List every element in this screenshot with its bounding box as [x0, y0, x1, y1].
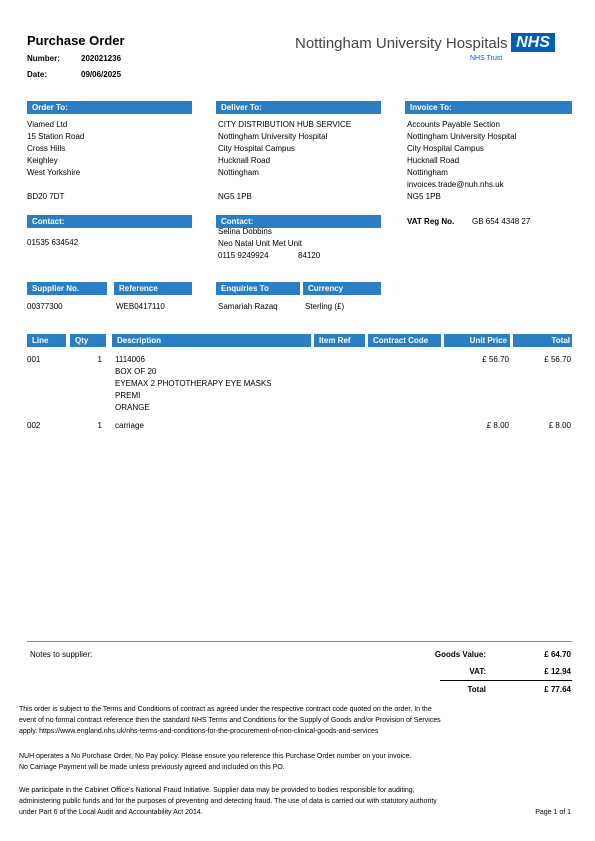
- fraud-line: administering public funds and for the purposes of preventing and detecting fraud. The use of data is carried out with statutory authority: [19, 798, 437, 805]
- reference-value: WEB0417110: [116, 302, 165, 311]
- order-contact-header: Contact:: [27, 215, 192, 228]
- deliver-to-line: City Hospital Campus: [218, 144, 295, 153]
- deliver-to-line: Nottingham: [218, 168, 259, 177]
- policy-line: No Carriage Payment will be made unless previously agreed and included on this PO.: [19, 764, 285, 771]
- total-label: Total: [467, 685, 486, 694]
- invoice-to-address: [407, 119, 572, 203]
- invoice-to-line: Hucknall Road: [407, 156, 460, 165]
- row1-desc-line: 1114006: [115, 355, 145, 364]
- row1-description: [115, 354, 272, 414]
- row1-desc-line: PREMI: [115, 391, 141, 400]
- row1-qty: 1: [97, 355, 102, 364]
- totals-divider: [27, 641, 572, 642]
- total-value: £ 77.64: [544, 685, 571, 694]
- deliver-contact-unit: Neo Natal Unit Met Unit: [218, 239, 303, 248]
- date-label: Date:: [27, 70, 48, 79]
- order-to-line: [27, 179, 197, 191]
- order-contact-phone: 01535 634542: [27, 238, 79, 247]
- invoice-to-line: invoices.trade@nuh.nhs.uk: [407, 180, 504, 189]
- supplier-no-header: Supplier No.: [27, 282, 107, 295]
- row1-desc-line: ORANGE: [115, 403, 150, 412]
- deliver-to-line: CITY DISTRIBUTION HUB SERVICE: [218, 120, 352, 129]
- invoice-to-line: City Hospital Campus: [407, 144, 484, 153]
- row1-line: 001: [27, 355, 41, 364]
- col-unit-price-header: Unit Price: [444, 334, 510, 347]
- fraud-line: under Part 6 of the Local Audit and Accountability Act 2014.: [19, 809, 203, 816]
- notes-label: Notes to supplier:: [30, 650, 93, 659]
- row1-total: £ 56.70: [544, 355, 571, 364]
- col-description-header: Description: [112, 334, 311, 347]
- row1-unit-price: £ 56.70: [482, 355, 509, 364]
- row1-desc-line: EYEMAX 2 PHOTOTHERAPY EYE MASKS: [115, 379, 272, 388]
- org-subtitle: NHS Trust: [470, 55, 503, 62]
- order-to-address: [27, 119, 197, 203]
- vat-reg-value: GB 654 4348 27: [472, 217, 531, 226]
- deliver-to-line: Hucknall Road: [218, 156, 271, 165]
- invoice-to-line: NG5 1PB: [407, 192, 441, 201]
- col-line-header: Line: [27, 334, 66, 347]
- order-to-line: Cross Hills: [27, 144, 66, 153]
- deliver-contact-phone: 0115 9249924: [218, 251, 269, 260]
- enquiries-header: Enquiries To: [216, 282, 300, 295]
- policy-line: NUH operates a No Purchase Order, No Pay policy. Please ensure you reference this Purchase Order number on your invoice.: [19, 753, 412, 760]
- terms-line: event of no formal contract reference then the standard NHS Terms and Conditions for the Supply of Goods and/or Provision of Services: [19, 717, 441, 724]
- row2-description: carriage: [115, 421, 144, 430]
- order-to-line: Keighley: [27, 156, 58, 165]
- deliver-to-address: [218, 119, 381, 203]
- order-to-line: Viamed Ltd: [27, 120, 68, 129]
- deliver-to-header: Deliver To:: [216, 101, 381, 114]
- vat-reg-label: VAT Reg No.: [407, 217, 455, 226]
- row1-desc-line: BOX OF 20: [115, 367, 157, 376]
- currency-header: Currency: [303, 282, 381, 295]
- col-contract-code-header: Contract Code: [368, 334, 441, 347]
- supplier-no-value: 00377300: [27, 302, 63, 311]
- po-number: 202021236: [81, 54, 122, 63]
- deliver-to-line: NG5 1PB: [218, 192, 252, 201]
- invoice-to-line: Nottingham: [407, 168, 448, 177]
- row2-unit-price: £ 8.00: [486, 421, 509, 430]
- deliver-contact-ext: 84120: [298, 251, 321, 260]
- invoice-to-line: Nottingham University Hospital: [407, 132, 517, 141]
- reference-header: Reference: [114, 282, 192, 295]
- invoice-to-header: Invoice To:: [405, 101, 572, 114]
- org-name: Nottingham University Hospitals: [295, 35, 508, 52]
- col-item-ref-header: Item Ref: [314, 334, 365, 347]
- page-title: Purchase Order: [27, 33, 125, 48]
- order-to-line: BD20 7DT: [27, 192, 65, 201]
- row2-qty: 1: [97, 421, 102, 430]
- fraud-line: We participate in the Cabinet Office's National Fraud Initiative. Supplier data may be provided to bodies responsible for auditing,: [19, 787, 415, 794]
- order-to-line: West Yorkshire: [27, 168, 81, 177]
- order-to-header: Order To:: [27, 101, 192, 114]
- nhs-logo: NHS: [511, 33, 555, 52]
- deliver-contact-header: Contact:: [216, 215, 381, 228]
- goods-value-label: Goods Value:: [434, 650, 486, 659]
- deliver-to-line: Nottingham University Hospital: [218, 132, 328, 141]
- deliver-contact-name: Selina Dobbins: [218, 227, 272, 236]
- number-label: Number:: [27, 54, 60, 63]
- order-to-line: 15 Station Road: [27, 132, 85, 141]
- deliver-to-line: [218, 179, 381, 191]
- po-date: 09/06/2025: [81, 70, 122, 79]
- invoice-to-line: Accounts Payable Section: [407, 120, 500, 129]
- total-rule: [440, 680, 572, 681]
- col-qty-header: Qty: [70, 334, 106, 347]
- row2-line: 002: [27, 421, 41, 430]
- goods-value: £ 64.70: [544, 650, 571, 659]
- vat-value: £ 12.94: [544, 667, 571, 676]
- row2-total: £ 8.00: [548, 421, 571, 430]
- page-number: Page 1 of 1: [535, 809, 571, 816]
- currency-value: Sterling (£): [305, 302, 345, 311]
- terms-line: This order is subject to the Terms and Conditions of contract as agreed under the respective contract code quoted on the order. In the: [19, 706, 432, 713]
- terms-link[interactable]: apply. https://www.england.nhs.uk/nhs-terms-and-conditions-for-the-procurement-of-non-clinical-goods-and-services: [19, 728, 379, 735]
- enquiries-value: Samariah Razaq: [218, 302, 278, 311]
- vat-label: VAT:: [469, 667, 486, 676]
- col-total-header: Total: [513, 334, 572, 347]
